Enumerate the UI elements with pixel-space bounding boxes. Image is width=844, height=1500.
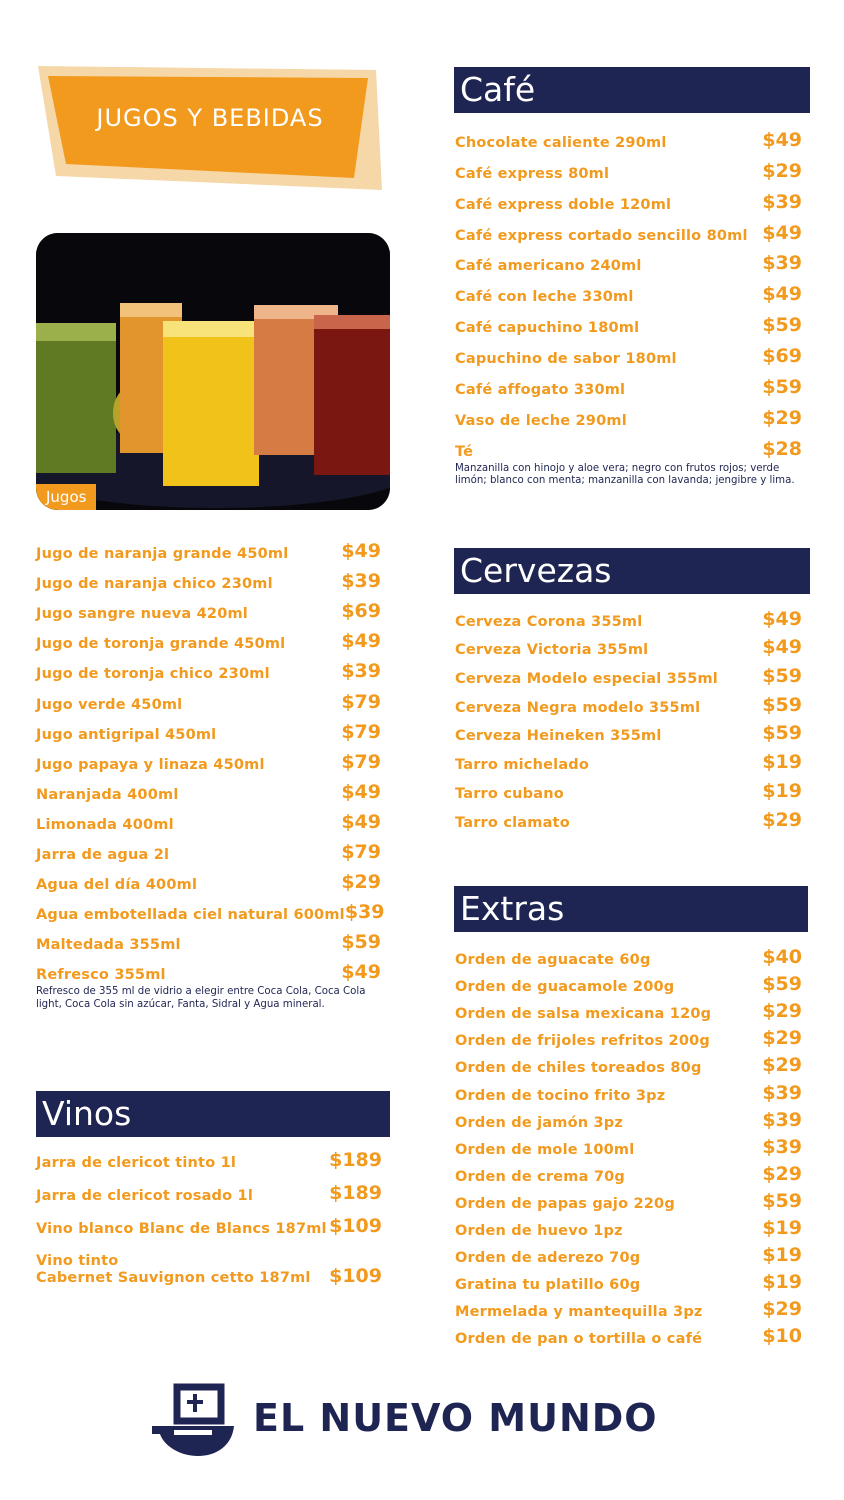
menu-item-name-line2: Cabernet Sauvignon cetto 187ml (36, 1270, 311, 1286)
menu-item-name: Café capuchino 180ml (455, 320, 640, 337)
menu-item-price: $109 (329, 1215, 382, 1237)
extras-menu-item (455, 1266, 802, 1293)
cervezas-menu-item (455, 773, 802, 802)
menu-item-price: $59 (762, 973, 802, 996)
cafe-note: Manzanilla con hinojo y aloe vera; negro con frutos rojos; verde limón; blanco con menta; manzanilla con lavanda; jengibre y lima. (455, 462, 795, 487)
menu-item-price: $49 (341, 630, 381, 653)
menu-item-price: $29 (762, 1000, 802, 1023)
menu-item-name: Té (455, 443, 474, 460)
banner-title: JUGOS Y BEBIDAS (96, 104, 324, 132)
vinos-menu-item (36, 1138, 382, 1171)
cafe-menu-item (455, 182, 802, 213)
menu-item-name: Mermelada y mantequilla 3pz (455, 1304, 703, 1321)
cervezas-menu-item (455, 687, 802, 716)
menu-item-name: Gratina tu platillo 60g (455, 1277, 641, 1294)
cervezas-menu-item (455, 716, 802, 745)
vinos-menu-item (36, 1171, 382, 1204)
menu-item-price: $39 (762, 1108, 802, 1131)
vinos-list (36, 1138, 382, 1287)
jugos-menu-item (36, 953, 381, 983)
extras-menu-item (455, 941, 802, 968)
menu-item-price: $29 (762, 808, 802, 831)
menu-item-name: Orden de huevo 1pz (455, 1223, 623, 1240)
menu-item-name: Café express cortado sencillo 80ml (455, 227, 748, 244)
menu-item-price: $59 (762, 376, 802, 399)
menu-item-name: Café express 80ml (455, 165, 610, 182)
jugos-note: Refresco de 355 ml de vidrio a elegir entre Coca Cola, Coca Cola light, Coca Cola sin azúcar, Fanta, Sidral y Agua mineral. (36, 986, 366, 1010)
jugos-menu-item (36, 682, 381, 712)
menu-item-name: Jugo verde 450ml (36, 696, 183, 713)
menu-item-name: Agua del día 400ml (36, 877, 198, 894)
menu-item-price: $29 (762, 1054, 802, 1077)
menu-item-price: $49 (762, 607, 802, 630)
cafe-menu-item (455, 244, 802, 275)
extras-menu-item (455, 1293, 802, 1320)
menu-item-price: $39 (762, 1081, 802, 1104)
cafe-menu-item (455, 213, 802, 244)
menu-item-price: $19 (762, 751, 802, 774)
menu-item-name: Orden de salsa mexicana 120g (455, 1006, 712, 1023)
cafe-menu-item (455, 429, 802, 460)
extras-menu-item (455, 1185, 802, 1212)
extras-menu-item (455, 968, 802, 995)
menu-item-name: Orden de chiles toreados 80g (455, 1060, 702, 1077)
menu-item-price: $29 (762, 1027, 802, 1050)
jugos-menu-item (36, 532, 381, 562)
jugos-menu-item (36, 592, 381, 622)
menu-item-name: Orden de aderezo 70g (455, 1250, 641, 1267)
menu-item-name: Café americano 240ml (455, 258, 642, 275)
vinos-menu-item (36, 1204, 382, 1237)
cafe-menu-item (455, 305, 802, 336)
menu-item-name: Vaso de leche 290ml (455, 412, 627, 429)
menu-item-name: Orden de guacamole 200g (455, 979, 675, 996)
extras-menu-item (455, 1320, 802, 1347)
menu-item-price: $49 (762, 636, 802, 659)
jugos-menu-item (36, 833, 381, 863)
menu-item-price: $10 (762, 1325, 802, 1348)
extras-menu-item (455, 1104, 802, 1131)
menu-item-name: Maltedada 355ml (36, 937, 181, 954)
menu-item-name: Cerveza Corona 355ml (455, 613, 643, 630)
menu-item-price: $39 (341, 660, 381, 683)
menu-item-price: $19 (762, 779, 802, 802)
extras-menu-item (455, 1158, 802, 1185)
juice-glasses-image (36, 233, 390, 510)
menu-item-name: Capuchino de sabor 180ml (455, 351, 677, 368)
menu-item-name: Café express doble 120ml (455, 196, 672, 213)
extras-menu-item (455, 1131, 802, 1158)
cafe-header: Café (454, 67, 810, 113)
menu-item-price: $29 (762, 406, 802, 429)
menu-item-price: $59 (762, 665, 802, 688)
menu-item-price: $49 (341, 961, 381, 984)
menu-item-name: Jugo de toronja chico 230ml (36, 666, 270, 683)
menu-item-name: Limonada 400ml (36, 816, 174, 833)
menu-item-name: Agua embotellada ciel natural 600ml (36, 907, 345, 924)
menu-item-name: Jugo papaya y linaza 450ml (36, 756, 265, 773)
cervezas-menu-item (455, 802, 802, 831)
cafe-menu-item (455, 336, 802, 367)
cafe-menu-item (455, 398, 802, 429)
cervezas-menu-item (455, 601, 802, 630)
menu-item-name-line1: Vino tinto (36, 1253, 119, 1269)
menu-item-name: Chocolate caliente 290ml (455, 134, 667, 151)
menu-item-price: $39 (341, 570, 381, 593)
menu-item-name: Jugo sangre nueva 420ml (36, 606, 248, 623)
menu-item-name: Tarro michelado (455, 757, 590, 774)
section-banner (36, 64, 384, 192)
menu-item-price: $19 (762, 1244, 802, 1267)
menu-item-name: Tarro clamato (455, 814, 570, 831)
menu-item-price: $79 (341, 690, 381, 713)
menu-item-name: Orden de pan o tortilla o café (455, 1331, 703, 1348)
vinos-header: Vinos (36, 1091, 390, 1137)
menu-item-name: Jarra de agua 2l (36, 847, 170, 864)
menu-item-price: $29 (762, 159, 802, 182)
menu-item-name: Orden de tocino frito 3pz (455, 1087, 666, 1104)
menu-item-price: $79 (341, 750, 381, 773)
cafe-menu-item (455, 274, 802, 305)
jugos-menu-item (36, 652, 381, 682)
brand-name: EL NUEVO MUNDO (253, 1396, 658, 1440)
menu-item-price: $59 (762, 1189, 802, 1212)
menu-item-price: $49 (762, 221, 802, 244)
extras-list (455, 941, 802, 1347)
menu-item-price: $39 (762, 252, 802, 275)
menu-item-name: Refresco 355ml (36, 967, 166, 984)
menu-item-price: $19 (762, 1271, 802, 1294)
menu-item-name: Cerveza Modelo especial 355ml (455, 671, 718, 688)
cafe-menu-item (455, 151, 802, 182)
jugos-menu-item (36, 803, 381, 833)
cafe-list (455, 120, 802, 488)
jugos-menu-item (36, 743, 381, 773)
menu-item-name: Naranjada 400ml (36, 786, 179, 803)
cervezas-menu-item (455, 744, 802, 773)
menu-item-price: $19 (762, 1217, 802, 1240)
jugos-menu-item (36, 713, 381, 743)
menu-item-price: $79 (341, 720, 381, 743)
cervezas-list (455, 601, 802, 831)
menu-item-name: Vino blanco Blanc de Blancs 187ml (36, 1221, 327, 1237)
vinos-menu-item (36, 1237, 382, 1287)
menu-item-price: $79 (341, 841, 381, 864)
menu-item-price: $29 (762, 1162, 802, 1185)
cervezas-menu-item (455, 630, 802, 659)
menu-item-price: $49 (341, 780, 381, 803)
menu-item-price: $189 (329, 1149, 382, 1171)
menu-item-price: $49 (762, 128, 802, 151)
menu-item-price: $49 (341, 540, 381, 563)
jugos-menu-item (36, 923, 381, 953)
menu-item-price: $39 (762, 190, 802, 213)
menu-item-price: $69 (341, 600, 381, 623)
menu-item-name: Jarra de clericot tinto 1l (36, 1155, 237, 1171)
menu-item-name: Cerveza Victoria 355ml (455, 642, 649, 659)
menu-item-price: $189 (329, 1182, 382, 1204)
extras-menu-item (455, 1212, 802, 1239)
extras-menu-item (455, 1239, 802, 1266)
extras-menu-item (455, 1076, 802, 1103)
menu-item-price: $40 (762, 946, 802, 969)
menu-item-name: Tarro cubano (455, 785, 564, 802)
menu-item-price: $29 (341, 871, 381, 894)
menu-item-name: Orden de frijoles refritos 200g (455, 1033, 711, 1050)
menu-item-name: Orden de jamón 3pz (455, 1114, 624, 1131)
menu-item-price: $109 (329, 1265, 382, 1287)
extras-header: Extras (454, 886, 808, 932)
extras-menu-item (455, 1049, 802, 1076)
jugos-menu-item (36, 863, 381, 893)
menu-item-price: $69 (762, 345, 802, 368)
cafe-menu-item (455, 120, 802, 151)
menu-item-name: Café con leche 330ml (455, 289, 634, 306)
menu-item-price: $29 (762, 1298, 802, 1321)
menu-item-name: Cerveza Heineken 355ml (455, 728, 662, 745)
brand-logo (150, 1382, 710, 1462)
menu-item-name: Orden de mole 100ml (455, 1141, 635, 1158)
menu-item-name: Jugo de toronja grande 450ml (36, 636, 286, 653)
menu-item-name: Jugo de naranja chico 230ml (36, 576, 273, 593)
photo-label: Jugos (36, 484, 96, 510)
menu-item-name: Cerveza Negra modelo 355ml (455, 699, 701, 716)
menu-item-name (36, 1253, 311, 1287)
jugos-menu-item (36, 562, 381, 592)
cervezas-header: Cervezas (454, 548, 810, 594)
extras-menu-item (455, 1022, 802, 1049)
menu-item-price: $49 (762, 283, 802, 306)
menu-item-name: Orden de papas gajo 220g (455, 1195, 675, 1212)
menu-item-price: $59 (762, 314, 802, 337)
menu-item-name: Jarra de clericot rosado 1l (36, 1188, 254, 1204)
menu-item-name: Orden de crema 70g (455, 1168, 626, 1185)
cafe-menu-item (455, 367, 802, 398)
menu-item-price: $59 (762, 693, 802, 716)
jugos-list (36, 532, 385, 1011)
menu-item-price: $49 (341, 810, 381, 833)
menu-item-price: $28 (762, 437, 802, 460)
menu-item-name: Café affogato 330ml (455, 382, 626, 399)
menu-item-name: Jugo antigripal 450ml (36, 726, 217, 743)
ship-icon (150, 1382, 250, 1462)
menu-item-name: Jugo de naranja grande 450ml (36, 546, 289, 563)
menu-item-price: $39 (344, 901, 385, 924)
menu-item-price: $59 (762, 722, 802, 745)
extras-menu-item (455, 995, 802, 1022)
cervezas-menu-item (455, 658, 802, 687)
menu-item-name: Orden de aguacate 60g (455, 952, 651, 969)
menu-item-price: $39 (762, 1135, 802, 1158)
juice-photo (36, 233, 390, 510)
jugos-menu-item (36, 622, 381, 652)
menu-item-price: $59 (341, 931, 381, 954)
jugos-menu-item (36, 893, 385, 924)
jugos-menu-item (36, 773, 381, 803)
